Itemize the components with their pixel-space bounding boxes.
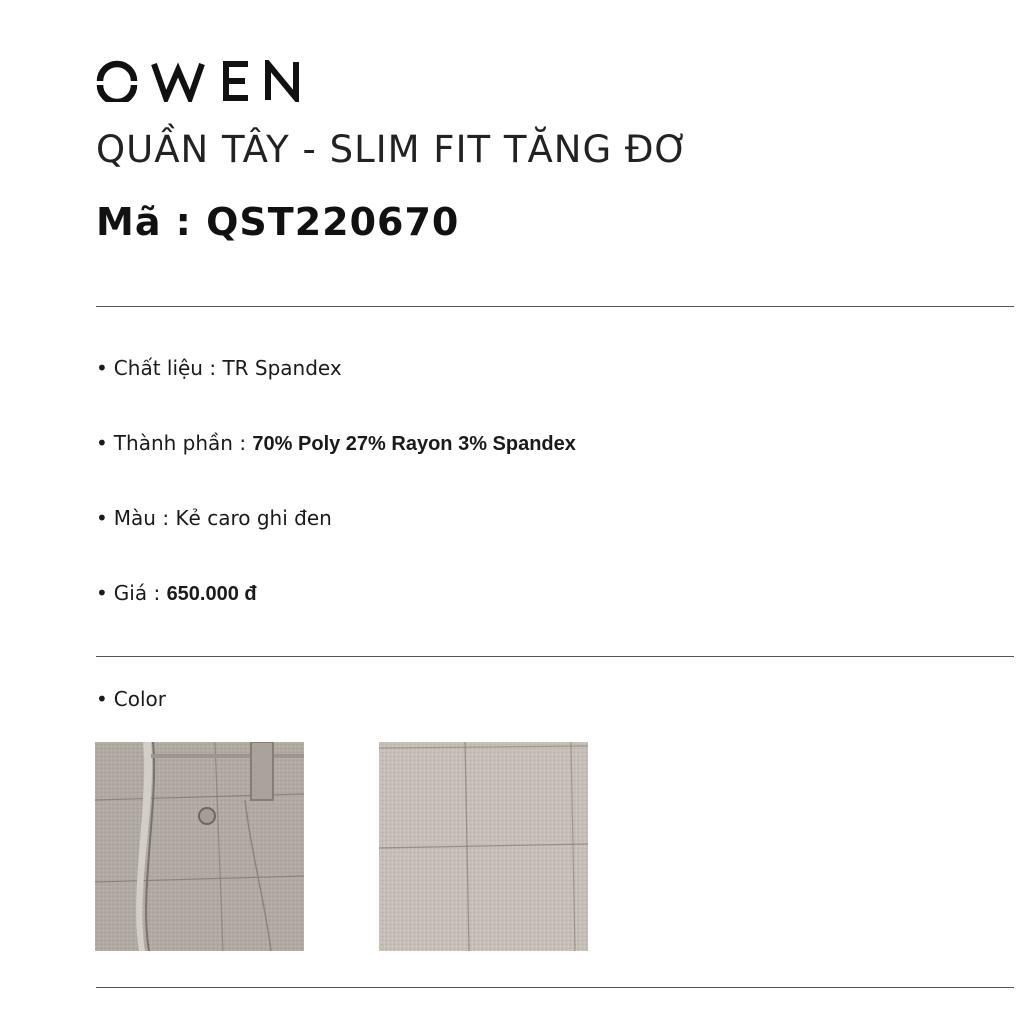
spec-color-text: Màu : Kẻ caro ghi đen (113, 506, 332, 530)
bullet: • (96, 356, 108, 380)
spec-composition-label: Thành phần : (113, 431, 253, 455)
spec-price-value: 650.000 đ (166, 583, 257, 605)
divider-top (96, 306, 1014, 307)
product-title: QUẦN TÂY - SLIM FIT TĂNG ĐƠ (96, 128, 690, 171)
color-swatch-fabric[interactable] (379, 742, 588, 951)
swatch-fabric-image (379, 742, 588, 951)
bullet: • (96, 687, 108, 711)
bullet: • (96, 581, 108, 605)
spec-material (96, 356, 342, 380)
color-section-label: Color (113, 687, 167, 711)
color-section-heading (96, 687, 166, 711)
color-swatch-pocket[interactable] (95, 742, 304, 951)
spec-price-label: Giá : (113, 581, 167, 605)
swatch-pocket-image (95, 742, 304, 951)
spec-composition (96, 431, 576, 456)
bullet: • (96, 506, 108, 530)
spec-composition-value: 70% Poly 27% Rayon 3% Spandex (252, 433, 576, 455)
bullet: • (96, 431, 108, 455)
spec-color (96, 506, 332, 530)
owen-logo (96, 60, 306, 102)
divider-middle (96, 656, 1014, 657)
divider-bottom (96, 987, 1014, 988)
spec-price (96, 581, 257, 606)
spec-material-text: Chất liệu : TR Spandex (113, 356, 342, 380)
product-code: Mã : QST220670 (96, 200, 460, 244)
